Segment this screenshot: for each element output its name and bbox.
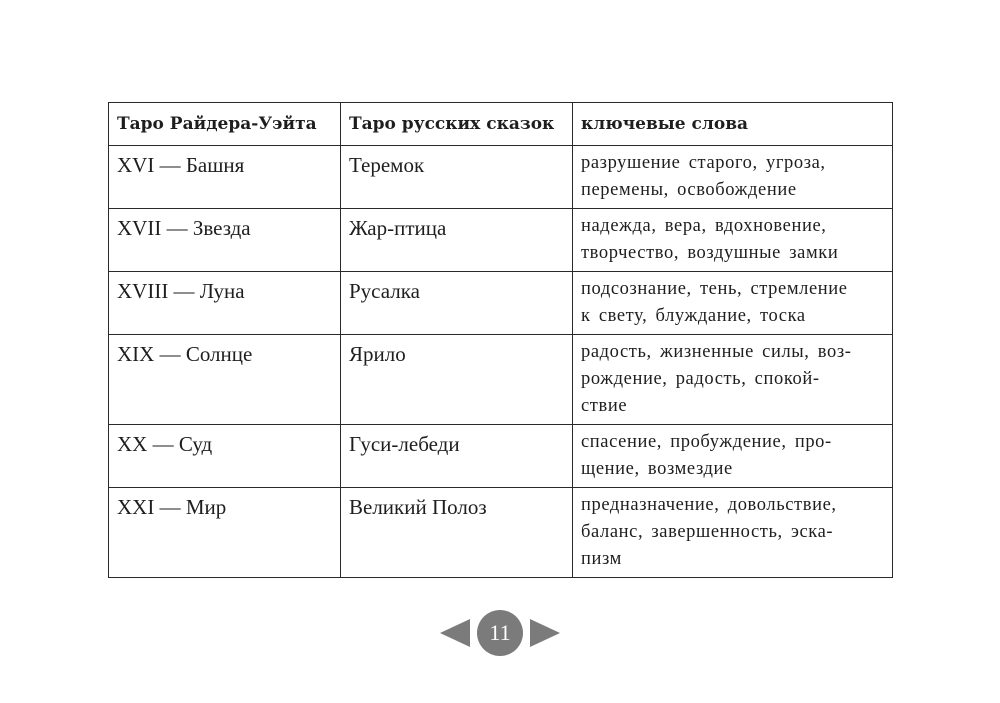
page-navigation [440, 610, 560, 656]
russian-tale-card: Ярило [341, 335, 573, 425]
keywords-line: творчество, воздушные замки [581, 243, 839, 263]
keywords-cell [573, 209, 893, 272]
keywords-cell [573, 272, 893, 335]
table-row [109, 488, 893, 578]
table-header-row [109, 103, 893, 146]
keywords-line: радость, жизненные силы, воз- [581, 342, 852, 362]
header-rider-waite: Таро Райдера-Уэйта [109, 103, 341, 146]
keywords-line: надежда, вера, вдохновение, [581, 216, 827, 236]
keywords-line: щение, возмездие [581, 459, 733, 479]
tarot-correspondence-table [108, 102, 893, 578]
keywords-cell [573, 425, 893, 488]
keywords-cell [573, 335, 893, 425]
russian-tale-card: Теремок [341, 146, 573, 209]
keywords-cell [573, 488, 893, 578]
keywords-line: пизм [581, 549, 622, 569]
keywords-line: спасение, пробуждение, про- [581, 432, 832, 452]
keywords-line: к свету, блуждание, тоска [581, 306, 806, 326]
keywords-line: предназначение, довольствие, [581, 495, 837, 515]
russian-tale-card: Русалка [341, 272, 573, 335]
keywords-line: баланс, завершенность, эска- [581, 522, 834, 542]
russian-tale-card: Гуси-лебеди [341, 425, 573, 488]
triangle-left-icon[interactable] [440, 619, 470, 647]
keywords-line: ствие [581, 396, 628, 416]
russian-tale-card: Великий Полоз [341, 488, 573, 578]
rider-waite-card: XVI — Башня [109, 146, 341, 209]
rider-waite-card: XIX — Солнце [109, 335, 341, 425]
keywords-line: разрушение старого, угроза, [581, 153, 826, 173]
table-row [109, 272, 893, 335]
table-row [109, 335, 893, 425]
header-russian-tales: Таро русских сказок [341, 103, 573, 146]
keywords-line: рождение, радость, спокой- [581, 369, 820, 389]
russian-tale-card: Жар-птица [341, 209, 573, 272]
header-keywords: ключевые слова [573, 103, 893, 146]
page-number-badge: 11 [477, 610, 523, 656]
rider-waite-card: XX — Суд [109, 425, 341, 488]
rider-waite-card: XXI — Мир [109, 488, 341, 578]
table-row [109, 209, 893, 272]
rider-waite-card: XVII — Звезда [109, 209, 341, 272]
keywords-line: подсознание, тень, стремление [581, 279, 848, 299]
table-row [109, 425, 893, 488]
rider-waite-card: XVIII — Луна [109, 272, 341, 335]
table-row [109, 146, 893, 209]
triangle-right-icon[interactable] [530, 619, 560, 647]
keywords-cell [573, 146, 893, 209]
keywords-line: перемены, освобождение [581, 180, 797, 200]
